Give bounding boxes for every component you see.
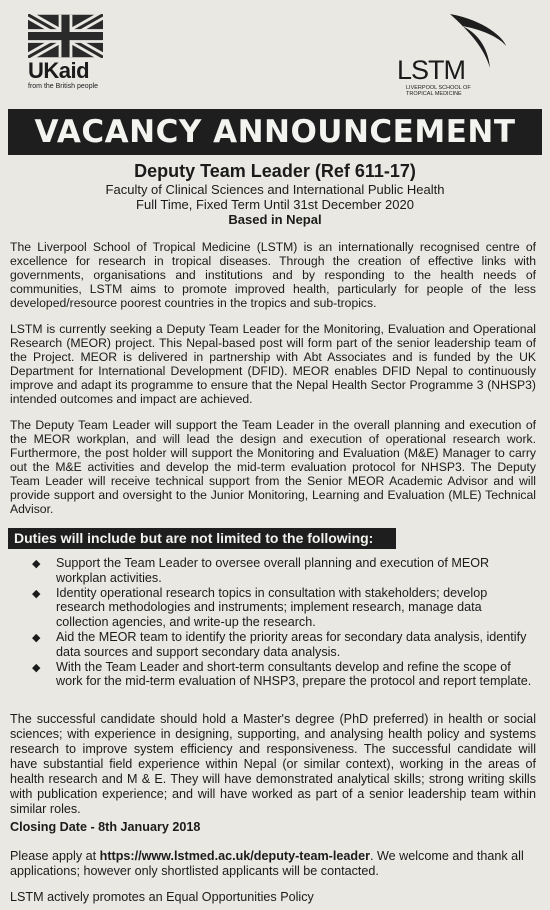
- role-paragraph: The Deputy Team Leader will support the Team Leader in the overall planning and execution of the MEOR workplan, and will lead the design and execution of operational research work. Furthermore, the post holder will support the Monitoring and Evaluation (M&E) Manager to carry out the M&E activities and develop the mid-term evaluation protocol for NHSP3. The Deputy Team Leader will receive technical support from the Senior MEOR Academic Advisor and will provide support and oversight to the Junior Monitoring, Learning and Evaluation (MLE) Technical Advisor.: [10, 418, 536, 516]
- diamond-bullet-icon: ◆: [32, 587, 41, 600]
- union-jack-icon: [28, 14, 103, 58]
- diamond-bullet-icon: ◆: [32, 558, 41, 570]
- job-faculty: Faculty of Clinical Sciences and International Public Health: [105, 182, 445, 197]
- lstm-subtitle: LIVERPOOL SCHOOL OF TROPICAL MEDICINE: [406, 85, 471, 97]
- apply-link[interactable]: https://www.lstmed.ac.uk/deputy-team-leader: [99, 849, 370, 863]
- ukaid-logo: [28, 14, 108, 90]
- list-item: ◆ Support the Team Leader to oversee overall planning and execution of MEOR workplan activities.: [32, 556, 490, 585]
- diamond-bullet-icon: ◆: [32, 661, 41, 674]
- list-item: ◆ Aid the MEOR team to identify the priority areas for secondary data analysis, identify data sources and support secondary data analysis.: [32, 629, 527, 659]
- candidate-paragraph: The successful candidate should hold a Master's degree (PhD preferred) in health or social sciences; with experience in designing, supporting, and analysing health policy and systems research to improve system efficiency and responsiveness. The successful candidate will have substantial field experience within Nepal (or similar context), working in the areas of health research and M & E. They will have demonstrated analytical skills; strong writing skills with publication experience; and will have worked as part of a senior leadership team within similar roles.: [10, 712, 536, 816]
- diamond-bullet-icon: ◆: [32, 631, 41, 644]
- lstm-logo: [392, 12, 517, 98]
- job-terms: Full Time, Fixed Term Until 31st December 2020: [136, 197, 414, 212]
- list-item: ◆ Identity operational research topics in consultation with stakeholders; develop research methodologies and instruments; implement research, manage data collection agencies, and write-up the research.: [32, 585, 488, 630]
- list-item: ◆ With the Team Leader and short-term consultants develop and refine the scope of work for the mid-term evaluation of NHSP3, prepare the protocol and report template.: [32, 659, 532, 689]
- apply-paragraph: Please apply at https://www.lstmed.ac.uk/deputy-team-leader. We welcome and thank all applications; however only shortlisted applicants will be contacted.: [10, 849, 524, 878]
- ukaid-wordmark: UKaid: [28, 58, 90, 83]
- intro-paragraph: The Liverpool School of Tropical Medicine (LSTM) is an internationally recognised centre of excellence for research in tropical diseases. Through the creation of effective links with governments, organisations and institutions and by responding to the health needs of communities, LSTM aims to promote improved health, particularly for people of the less developed/resource poorest countries in the tropics and sub-tropics.: [10, 240, 536, 310]
- vacancy-banner: VACANCY ANNOUNCEMENT: [8, 109, 542, 155]
- closing-date: Closing Date - 8th January 2018: [10, 820, 201, 834]
- seeking-paragraph: LSTM is currently seeking a Deputy Team Leader for the Monitoring, Evaluation and Operational Research (MEOR) project. This Nepal-based post will form part of the senior leadership team of the Project. MEOR is delivered in partnership with Abt Associates and is funded by the UK Department for International Development (DFID). MEOR enables DFID Nepal to continuously improve and adapt its programme to ensure that the Nepal Health Sector Programme 3 (NHSP3) intended outcomes and impact are achieved.: [10, 322, 536, 406]
- job-location: Based in Nepal: [228, 212, 322, 227]
- duties-list: [32, 556, 532, 689]
- lstm-wordmark: LSTM: [397, 55, 466, 85]
- ukaid-tagline: from the British people: [28, 83, 99, 90]
- job-title-block: [0, 160, 550, 227]
- job-title: Deputy Team Leader (Ref 611-17): [134, 161, 416, 181]
- equal-opportunities-note: LSTM actively promotes an Equal Opportunities Policy: [10, 890, 314, 904]
- duties-heading: Duties will include but are not limited to the following:: [8, 528, 396, 549]
